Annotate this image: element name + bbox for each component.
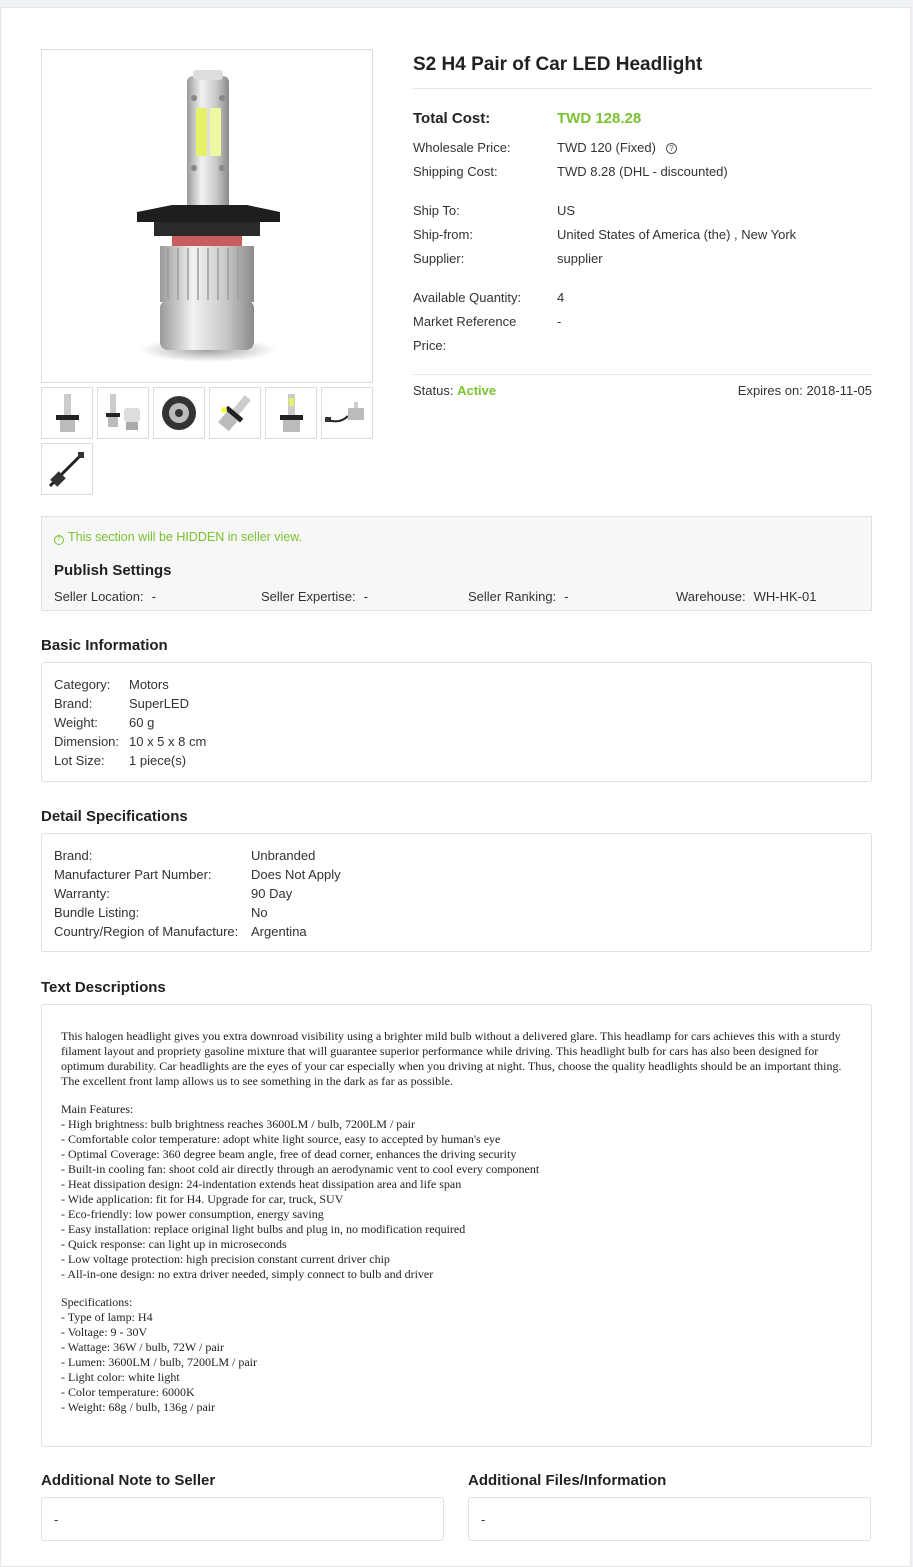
feature-item: - Eco-friendly: low power consumption, energy saving xyxy=(61,1207,324,1221)
market-reference-label: Market Reference xyxy=(413,314,517,329)
basic-key: Brand: xyxy=(54,696,93,711)
detail-value: Does Not Apply xyxy=(251,867,341,882)
thumbnail-2[interactable] xyxy=(97,387,149,439)
expires-label: Expires on: xyxy=(737,383,803,398)
spec-item: - Wattage: 36W / bulb, 72W / pair xyxy=(61,1340,225,1354)
feature-item: - Optimal Coverage: 360 degree beam angle, free of dead corner, enhances the driving security xyxy=(61,1147,517,1161)
headlight-side-thumb-icon xyxy=(266,388,316,438)
spec-item: - Color temperature: 6000K xyxy=(61,1385,195,1399)
features-title: Main Features: xyxy=(61,1102,134,1116)
thumbnail-5[interactable] xyxy=(265,387,317,439)
status-label-text: Status: xyxy=(413,383,454,398)
shipping-cost-label: Shipping Cost: xyxy=(413,164,498,179)
seller-ranking xyxy=(468,589,569,604)
seller-location-label: Seller Location: xyxy=(54,589,144,604)
basic-value: 60 g xyxy=(129,715,155,730)
basic-key: Lot Size: xyxy=(54,753,105,768)
seller-ranking-label: Seller Ranking: xyxy=(468,589,557,604)
detail-value: Argentina xyxy=(251,924,307,939)
detail-specifications-title: Detail Specifications xyxy=(41,808,188,825)
text-descriptions-box xyxy=(41,1004,872,1447)
basic-value: Motors xyxy=(129,677,169,692)
basic-key: Dimension: xyxy=(54,734,120,749)
headlight-angle-thumb-icon xyxy=(210,388,260,438)
feature-item: - Low voltage protection: high precision constant current driver chip xyxy=(61,1252,390,1266)
market-reference-label-2: Price: xyxy=(413,338,447,353)
product-detail-page xyxy=(0,7,911,1567)
thumbnail-4[interactable] xyxy=(209,387,261,439)
connector-plug-thumb-icon xyxy=(42,444,92,494)
headlight-bulb-icon xyxy=(42,50,372,382)
headlight-cable-thumb-icon xyxy=(322,388,372,438)
additional-files-title: Additional Files/Information xyxy=(468,1472,667,1489)
text-descriptions-title: Text Descriptions xyxy=(41,979,166,996)
seller-ranking-value: - xyxy=(564,589,569,604)
basic-value: 1 piece(s) xyxy=(129,753,187,768)
seller-location-value: - xyxy=(151,589,156,604)
basic-value: 10 x 5 x 8 cm xyxy=(129,734,207,749)
basic-information-title: Basic Information xyxy=(41,637,168,654)
feature-item: - Heat dissipation design: 24-indentation extends heat dissipation area and life span xyxy=(61,1177,462,1191)
detail-value: No xyxy=(251,905,268,920)
expires-on xyxy=(738,379,872,403)
thumbnail-6[interactable] xyxy=(321,387,373,439)
total-cost-label: Total Cost: xyxy=(413,110,491,127)
feature-item: - Easy installation: replace original light bulbs and plug in, no modification required xyxy=(61,1222,466,1236)
wholesale-price-value xyxy=(557,136,677,160)
feature-item: - Built-in cooling fan: shoot cold air directly through an aerodynamic vent to cool every component xyxy=(61,1162,540,1176)
basic-information-box xyxy=(41,662,872,782)
basic-key: Weight: xyxy=(54,715,98,730)
additional-files-box xyxy=(468,1497,871,1541)
description-intro: This halogen headlight gives you extra downroad visibility using a brighter mild bulb without a delivered glare. This headlamp for cars achieves this with a sturdy filament layout and propriety gasoline mixture that will guarantee superior performance while driving. This headlight bulb for cars has also been designed for optimum durability. Car headlights are the eyes of your car especially when you driving at night. Thus, choose the quality headlights should be an important thing. The excellent front lamp allows us to see something in the dark as far as possible. xyxy=(61,1029,842,1088)
detail-specifications-box xyxy=(41,833,872,952)
basic-key: Category: xyxy=(54,677,111,692)
detail-value: 90 Day xyxy=(251,886,293,901)
product-title: S2 H4 Pair of Car LED Headlight xyxy=(413,48,872,89)
shipping-cost-value: TWD 8.28 (DHL - discounted) xyxy=(557,164,728,179)
specs-title: Specifications: xyxy=(61,1295,133,1309)
warehouse-value: WH-HK-01 xyxy=(753,589,817,604)
thumbnail-1[interactable] xyxy=(41,387,93,439)
expires-value: 2018-11-05 xyxy=(806,383,872,398)
feature-item: - Wide application: fit for H4. Upgrade for car, truck, SUV xyxy=(61,1192,344,1206)
headlight-pair-thumb-icon xyxy=(98,388,148,438)
detail-key: Warranty: xyxy=(54,886,110,901)
feature-item: - Quick response: can light up in microseconds xyxy=(61,1237,287,1251)
basic-value: SuperLED xyxy=(129,696,189,711)
thumbnail-7[interactable] xyxy=(41,443,93,495)
spec-item: - Type of lamp: H4 xyxy=(61,1310,153,1324)
spec-item: - Weight: 68g / bulb, 136g / pair xyxy=(61,1400,216,1414)
feature-item: - High brightness: bulb brightness reaches 3600LM / bulb, 7200LM / pair xyxy=(61,1117,415,1131)
seller-expertise xyxy=(261,589,368,604)
seller-expertise-label: Seller Expertise: xyxy=(261,589,356,604)
additional-files-value: - xyxy=(481,1512,486,1527)
available-quantity-value: 4 xyxy=(557,290,565,305)
detail-key: Manufacturer Part Number: xyxy=(54,867,212,882)
ship-to-value: US xyxy=(557,203,576,218)
market-reference-value: - xyxy=(557,314,562,329)
description-body xyxy=(61,1029,853,1428)
detail-value: Unbranded xyxy=(251,848,316,863)
hidden-note-text: This section will be HIDDEN in seller view. xyxy=(68,530,303,544)
seller-expertise-value: - xyxy=(363,589,368,604)
ship-to-label: Ship To: xyxy=(413,203,460,218)
detail-key: Bundle Listing: xyxy=(54,905,140,920)
headlight-thumb-icon xyxy=(42,388,92,438)
headlight-base-thumb-icon xyxy=(154,388,204,438)
hidden-section-note xyxy=(54,530,302,545)
publish-settings-title: Publish Settings xyxy=(54,562,172,579)
specs-block xyxy=(61,1295,853,1415)
ship-from-value: United States of America (the) , New York xyxy=(557,227,797,242)
warehouse-label: Warehouse: xyxy=(676,589,746,604)
thumbnail-3[interactable] xyxy=(153,387,205,439)
info-divider xyxy=(413,374,872,375)
features-block xyxy=(61,1102,853,1282)
wholesale-price-text: TWD 120 (Fixed) xyxy=(557,140,656,155)
wholesale-price-label: Wholesale Price: xyxy=(413,140,511,155)
seller-location xyxy=(54,589,156,604)
main-product-image[interactable] xyxy=(41,49,373,383)
spec-item: - Lumen: 3600LM / bulb, 7200LM / pair xyxy=(61,1355,257,1369)
ship-from-label: Ship-from: xyxy=(413,227,473,242)
additional-note-title: Additional Note to Seller xyxy=(41,1472,216,1489)
additional-note-value: - xyxy=(54,1512,59,1527)
spec-item: - Light color: white light xyxy=(61,1370,180,1384)
total-cost-value: TWD 128.28 xyxy=(557,110,642,127)
status-badge: Active xyxy=(457,383,497,398)
help-icon[interactable]: ? xyxy=(666,143,677,154)
question-icon: ? xyxy=(54,535,64,545)
additional-note-box xyxy=(41,1497,444,1541)
publish-settings-panel xyxy=(41,516,872,611)
feature-item: - Comfortable color temperature: adopt white light source, easy to accepted by human's eye xyxy=(61,1132,501,1146)
available-quantity-label: Available Quantity: xyxy=(413,290,522,305)
product-info xyxy=(413,48,872,398)
detail-key: Brand: xyxy=(54,848,93,863)
detail-key: Country/Region of Manufacture: xyxy=(54,924,239,939)
status-row xyxy=(413,379,872,403)
feature-item: - All-in-one design: no extra driver needed, simply connect to bulb and driver xyxy=(61,1267,434,1281)
spec-item: - Voltage: 9 - 30V xyxy=(61,1325,148,1339)
status-label xyxy=(413,383,496,398)
supplier-label: Supplier: xyxy=(413,251,465,266)
warehouse xyxy=(676,589,816,604)
supplier-value: supplier xyxy=(557,251,603,266)
